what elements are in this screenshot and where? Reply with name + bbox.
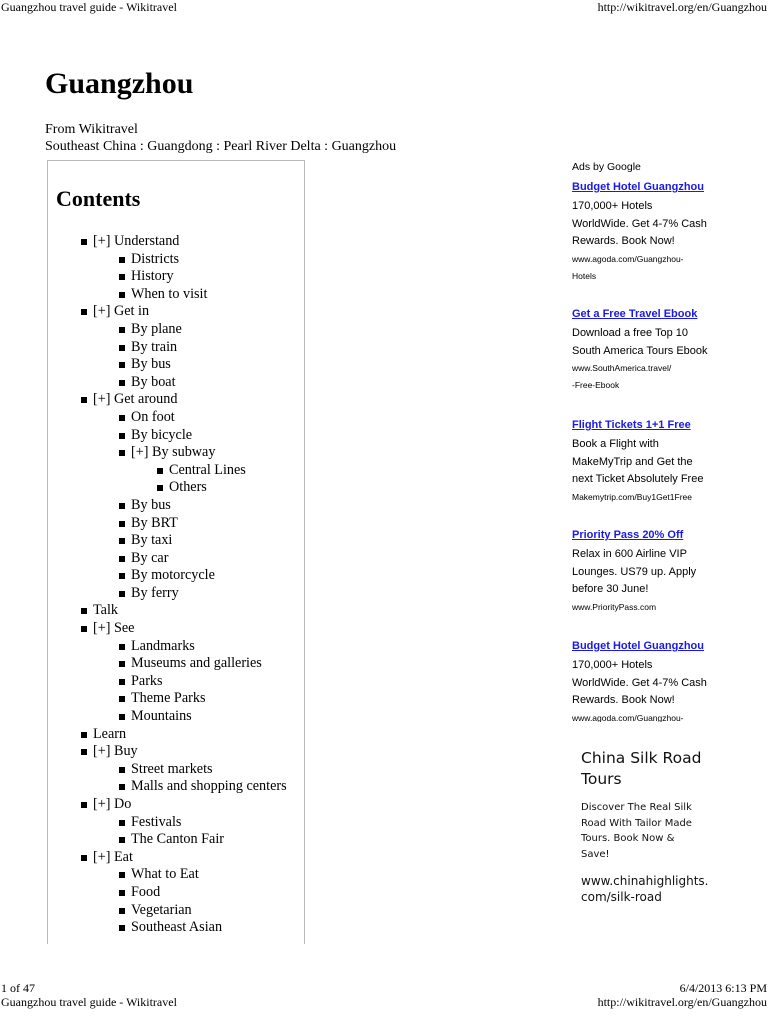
toc-item <box>48 919 306 937</box>
bullet-icon <box>119 503 125 509</box>
toc-item <box>48 849 306 867</box>
bullet-icon <box>119 890 125 896</box>
bullet-icon <box>81 397 87 403</box>
ad-body-line: next Ticket Absolutely Free <box>572 473 704 485</box>
toc-item <box>48 690 306 708</box>
ad-body-line: Rewards. Book Now! <box>572 235 675 247</box>
bullet-icon <box>119 644 125 650</box>
page-count: 1 of 47 <box>1 981 35 995</box>
header-doc-title: Guangzhou travel guide - Wikitravel <box>1 0 177 14</box>
toc-item <box>48 726 306 744</box>
toc-item <box>48 585 306 603</box>
bullet-icon <box>119 837 125 843</box>
banner-url[interactable] <box>581 873 741 905</box>
banner-text-line: Road With Tailor Made <box>581 817 692 829</box>
toc-link[interactable]: What to Eat <box>131 866 199 883</box>
toc-link[interactable]: By car <box>131 549 169 566</box>
ad-body <box>572 325 762 394</box>
toc-link[interactable]: [+] Do <box>93 796 132 812</box>
toc-link[interactable]: By motorcycle <box>131 567 215 584</box>
ad-body <box>572 546 762 616</box>
banner-url-line: com/silk-road <box>581 890 662 904</box>
toc-item <box>48 902 306 920</box>
toc-item <box>48 743 306 761</box>
toc-link[interactable]: Central Lines <box>169 461 246 478</box>
toc-item <box>48 831 306 849</box>
bullet-icon <box>119 362 125 368</box>
ad-url[interactable]: www.agoda.com/Guangzhou- <box>572 712 684 722</box>
bullet-icon <box>119 415 125 421</box>
toc-item <box>48 532 306 550</box>
ad-body <box>572 198 762 285</box>
toc-link[interactable]: Others <box>169 479 207 496</box>
toc-link[interactable]: Vegetarian <box>131 901 192 918</box>
toc-item <box>48 479 306 497</box>
toc-link[interactable]: Talk <box>93 602 119 619</box>
toc-item <box>48 866 306 884</box>
bullet-icon <box>119 521 125 527</box>
ad-body-line: Lounges. US79 up. Apply <box>572 565 697 578</box>
bullet-icon <box>81 749 87 755</box>
ad-body-line: Relax in 600 Airline VIP <box>572 548 687 560</box>
toc-link[interactable]: Festivals <box>131 813 182 830</box>
banner-title <box>581 748 741 790</box>
toc-item <box>48 796 306 814</box>
toc-link[interactable]: Landmarks <box>131 637 195 654</box>
toc-link[interactable]: On foot <box>131 408 175 425</box>
bullet-icon <box>119 925 125 931</box>
ad-item <box>572 639 762 722</box>
toc-item <box>48 497 306 515</box>
print-datetime: 6/4/2013 6:13 PM <box>679 981 767 995</box>
ad-title-link[interactable]: Priority Pass 20% Off <box>572 529 684 541</box>
bullet-icon <box>119 820 125 826</box>
toc-link[interactable]: Parks <box>131 672 163 689</box>
toc-link[interactable]: [+] Understand <box>93 233 180 249</box>
toc-item <box>48 778 306 796</box>
ad-url[interactable]: www.agoda.com/Guangzhou- <box>572 253 684 264</box>
bullet-icon <box>119 696 125 702</box>
bullet-icon <box>119 591 125 597</box>
source-line: From Wikitravel <box>45 122 138 137</box>
toc-link[interactable]: Malls and shopping centers <box>131 778 287 795</box>
toc-item <box>48 655 306 673</box>
toc-link[interactable]: Theme Parks <box>131 690 206 707</box>
ad-body-line: Book a Flight with <box>572 438 659 450</box>
ad-body-line: 170,000+ Hotels <box>572 659 653 671</box>
banner-text <box>581 800 741 862</box>
toc-item <box>48 673 306 691</box>
toc-link[interactable]: [+] Buy <box>93 743 138 760</box>
ad-item <box>572 307 762 394</box>
toc-item <box>48 550 306 568</box>
bullet-icon <box>119 661 125 667</box>
toc-item <box>48 602 306 620</box>
toc-item <box>48 321 306 339</box>
bullet-icon <box>81 626 87 632</box>
toc-item <box>48 356 306 374</box>
toc-link[interactable]: [+] Get around <box>93 391 178 408</box>
bullet-icon <box>81 608 87 614</box>
toc-link[interactable]: Street markets <box>131 760 213 777</box>
footer-url: http://wikitravel.org/en/Guangzhou <box>597 995 767 1009</box>
bullet-icon <box>81 239 87 245</box>
toc-item <box>48 286 306 304</box>
bullet-icon <box>119 538 125 544</box>
bullet-icon <box>119 714 125 720</box>
toc-link[interactable]: [+] Get in <box>93 303 150 320</box>
toc-link[interactable]: The Canton Fair <box>131 831 224 848</box>
table-of-contents <box>47 160 305 944</box>
toc-link[interactable]: By train <box>131 338 178 355</box>
ad-item <box>572 528 762 616</box>
bullet-icon <box>119 257 125 263</box>
ad-body-line: South America Tours Ebook <box>572 344 708 357</box>
toc-title: Contents <box>56 186 141 211</box>
toc-link[interactable]: [+] See <box>93 620 135 637</box>
toc-item <box>48 339 306 357</box>
banner-title-line: Tours <box>581 770 622 788</box>
toc-link[interactable]: Food <box>131 883 161 900</box>
banner-text-line: Save! <box>581 848 610 860</box>
banner-url-line: www.chinahighlights. <box>581 874 709 888</box>
header-url: http://wikitravel.org/en/Guangzhou <box>597 0 767 14</box>
toc-link[interactable]: By taxi <box>131 532 173 549</box>
toc-link[interactable]: When to visit <box>131 285 208 302</box>
toc-item <box>48 462 306 480</box>
toc-item <box>48 391 306 409</box>
ad-body-line: Rewards. Book Now! <box>572 694 675 706</box>
toc-link[interactable]: By BRT <box>131 514 178 531</box>
bullet-icon <box>119 433 125 439</box>
toc-link[interactable]: By ferry <box>131 584 179 601</box>
toc-link[interactable]: Learn <box>93 725 127 742</box>
toc-item <box>48 620 306 638</box>
bullet-icon <box>119 556 125 562</box>
toc-link[interactable]: [+] By subway <box>131 444 216 461</box>
toc-item <box>48 515 306 533</box>
toc-link[interactable]: By bus <box>131 356 171 373</box>
bullet-icon <box>119 327 125 333</box>
bullet-icon <box>119 380 125 386</box>
footer-doc-title: Guangzhou travel guide - Wikitravel <box>1 995 177 1009</box>
bullet-icon <box>81 732 87 738</box>
bullet-icon <box>119 345 125 351</box>
ad-title-link[interactable]: Flight Tickets 1+1 Free <box>572 419 691 431</box>
toc-item <box>48 444 306 462</box>
toc-item <box>48 708 306 726</box>
ads-label: Ads by Google <box>572 161 641 173</box>
ad-url[interactable]: Hotels <box>572 270 597 281</box>
bullet-icon <box>119 292 125 298</box>
toc-item <box>48 761 306 779</box>
toc-link[interactable]: History <box>131 268 174 285</box>
ad-body <box>572 657 762 722</box>
toc-link[interactable]: By boat <box>131 373 176 390</box>
bullet-icon <box>119 872 125 878</box>
toc-item <box>48 374 306 392</box>
bullet-icon <box>119 767 125 773</box>
toc-item <box>48 251 306 269</box>
bullet-icon <box>157 468 163 474</box>
toc-link[interactable]: Districts <box>131 250 180 267</box>
ad-title-link[interactable]: Budget Hotel Guangzhou <box>572 640 704 652</box>
ad-body-line: before 30 June! <box>572 583 649 595</box>
ad-title-link[interactable]: Get a Free Travel Ebook <box>572 308 698 320</box>
bullet-icon <box>119 450 125 456</box>
ads-panel <box>572 160 762 722</box>
banner-ad[interactable] <box>581 748 741 905</box>
banner-text-line: Tours. Book Now & <box>581 833 675 844</box>
ad-url[interactable]: -Free-Ebook <box>572 380 620 390</box>
breadcrumb: Southeast China : Guangdong : Pearl River Delta : Guangzhou <box>45 139 397 154</box>
page-title: Guangzhou <box>45 67 194 100</box>
toc-link[interactable]: Mountains <box>131 708 192 725</box>
toc-link[interactable]: By bus <box>131 496 171 513</box>
toc-item <box>48 409 306 427</box>
bullet-icon <box>119 573 125 579</box>
toc-item <box>48 268 306 286</box>
banner-title-line: China Silk Road <box>581 749 702 767</box>
bullet-icon <box>81 309 87 315</box>
toc-link[interactable]: [+] Eat <box>93 848 133 865</box>
toc-item <box>48 233 306 251</box>
ad-item <box>572 180 762 285</box>
ad-body-line: 170,000+ Hotels <box>572 200 653 212</box>
bullet-icon <box>157 485 163 491</box>
bullet-icon <box>81 802 87 808</box>
toc-item <box>48 814 306 832</box>
ad-url[interactable]: www.SouthAmerica.travel/ <box>572 363 672 373</box>
banner-text-line: Discover The Real Silk <box>581 802 692 813</box>
bullet-icon <box>119 784 125 790</box>
bullet-icon <box>119 908 125 914</box>
bullet-icon <box>81 855 87 861</box>
ad-body-line: MakeMyTrip and Get the <box>572 455 693 468</box>
ad-item <box>572 418 762 506</box>
toc-item <box>48 427 306 445</box>
bullet-icon <box>119 274 125 280</box>
toc-item <box>48 303 306 321</box>
ad-body-line: WorldWide. Get 4-7% Cash <box>572 676 707 689</box>
ad-body <box>572 436 762 506</box>
ad-body-line: Download a free Top 10 <box>572 327 688 339</box>
ad-url[interactable]: Makemytrip.com/Buy1Get1Free <box>572 491 692 502</box>
ad-title-link[interactable]: Budget Hotel Guangzhou <box>572 181 704 193</box>
toc-item <box>48 638 306 656</box>
toc-link[interactable]: By bicycle <box>131 426 193 443</box>
toc-list <box>48 233 306 937</box>
bullet-icon <box>119 679 125 685</box>
toc-link[interactable]: By plane <box>131 320 182 337</box>
toc-link[interactable]: Museums and galleries <box>131 655 262 672</box>
toc-item <box>48 884 306 902</box>
ad-body-line: WorldWide. Get 4-7% Cash <box>572 217 707 230</box>
ad-url[interactable]: www.PriorityPass.com <box>572 601 657 612</box>
toc-item <box>48 567 306 585</box>
toc-link[interactable]: Southeast Asian <box>131 919 223 936</box>
